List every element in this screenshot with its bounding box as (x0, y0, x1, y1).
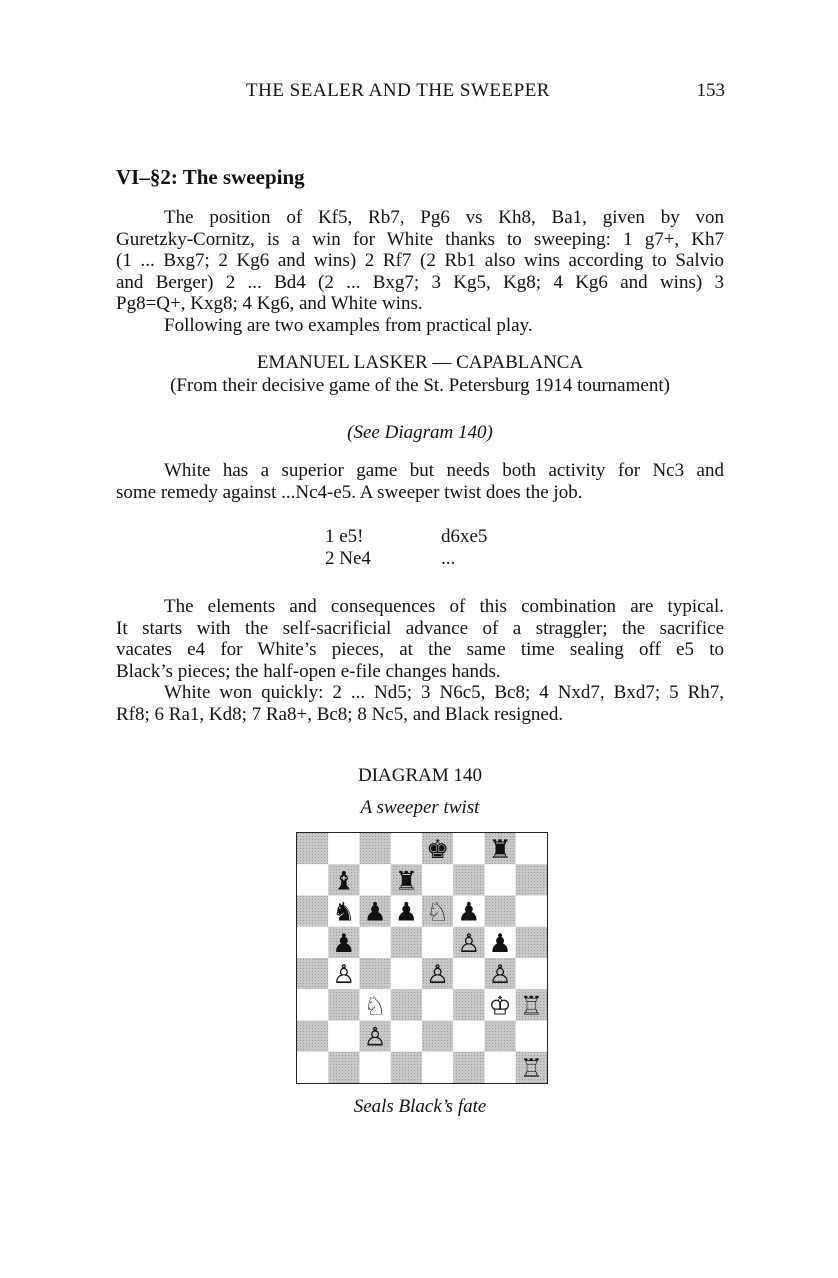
board-square-d8 (391, 833, 422, 864)
board-square-g6 (485, 896, 516, 927)
board-square-e7 (422, 864, 453, 895)
board-square-a8 (297, 833, 328, 864)
board-square-a7 (297, 864, 328, 895)
black-rook-icon: ♜ (394, 866, 418, 897)
board-square-e2 (422, 1021, 453, 1052)
board-square-a1 (297, 1052, 328, 1083)
board-square-h2 (516, 1021, 547, 1052)
board-square-h8 (516, 833, 547, 864)
white-move: 1 e5! (325, 526, 364, 547)
diagram-caption: Seals Black’s fate (353, 1096, 487, 1117)
board-square-d1 (391, 1052, 422, 1083)
paragraph-line: The elements and consequences of this combination are typical. (164, 596, 724, 617)
board-square-e3 (422, 989, 453, 1020)
white-pawn-icon: ♙ (332, 960, 356, 990)
paragraph-line: Rf8; 6 Ra1, Kd8; 7 Ra8+, Bc8; 8 Nc5, and Black resigned. (116, 703, 564, 725)
paragraph-line: Following are two examples from practical play. (164, 314, 533, 336)
paragraph-line: White won quickly: 2 ... Nd5; 3 N6c5, Bc8; 4 Nxd7, Bxd7; 5 Rh7, (164, 682, 724, 703)
game-event: (From their decisive game of the St. Petersburg 1914 tournament) (170, 375, 670, 396)
chess-board-svg (297, 833, 547, 1083)
board-square-h4 (516, 958, 547, 989)
board-square-f7 (453, 864, 484, 895)
board-square-g1 (485, 1052, 516, 1083)
board-square-b2 (328, 1021, 359, 1052)
running-title: THE SEALER AND THE SWEEPER (246, 80, 550, 101)
paragraph-line: Black’s pieces; the half-open e-file changes hands. (116, 660, 501, 682)
paragraph-line: (1 ... Bxg7; 2 Kg6 and wins) 2 Rf7 (2 Rb1 also wins according to Salvio (116, 250, 724, 271)
black-bishop-icon: ♝ (332, 866, 356, 897)
black-pawn-icon: ♟ (332, 928, 356, 959)
board-square-a3 (297, 989, 328, 1020)
black-king-icon: ♚ (426, 835, 450, 865)
board-square-h5 (516, 927, 547, 958)
board-square-c7 (360, 864, 391, 895)
board-square-g7 (485, 864, 516, 895)
board-square-d3 (391, 989, 422, 1020)
board-square-b8 (328, 833, 359, 864)
board-square-b1 (328, 1052, 359, 1083)
board-square-h6 (516, 896, 547, 927)
board-square-b3 (328, 989, 359, 1020)
board-square-d5 (391, 927, 422, 958)
see-diagram-reference: (See Diagram 140) (347, 422, 493, 443)
move-list (325, 526, 557, 570)
board-square-e5 (422, 927, 453, 958)
white-pawn-icon: ♙ (457, 928, 481, 959)
board-square-c8 (360, 833, 391, 864)
board-square-h7 (516, 864, 547, 895)
board-square-f1 (453, 1052, 484, 1083)
black-pawn-icon: ♟ (363, 897, 387, 928)
board-square-a6 (297, 896, 328, 927)
board-square-a4 (297, 958, 328, 989)
black-move: d6xe5 (441, 526, 488, 547)
white-pawn-icon: ♙ (363, 1022, 387, 1053)
black-pawn-icon: ♟ (457, 897, 481, 928)
white-move: 2 Ne4 (325, 548, 371, 569)
board-square-a2 (297, 1021, 328, 1052)
game-players: EMANUEL LASKER — CAPABLANCA (256, 352, 584, 373)
page-number: 153 (696, 80, 725, 101)
paragraph-line: The position of Kf5, Rb7, Pg6 vs Kh8, Ba1, given by von (164, 207, 724, 228)
paragraph-line: It starts with the self-sacrificial advance of a straggler; the sacrifice (116, 617, 724, 639)
board-square-d2 (391, 1021, 422, 1052)
white-rook-icon: ♖ (519, 991, 543, 1022)
move-row (325, 548, 557, 570)
paragraph-line: Pg8=Q+, Kxg8; 4 Kg6, and White wins. (116, 293, 423, 314)
board-square-g2 (485, 1021, 516, 1052)
board-square-f8 (453, 833, 484, 864)
paragraph-line: White has a superior game but needs both activity for Nc3 and (164, 460, 724, 481)
chess-board (296, 832, 548, 1084)
board-square-e1 (422, 1052, 453, 1083)
paragraph-line: vacates e4 for White’s pieces, at the same time sealing off e5 to (116, 639, 724, 660)
board-square-f2 (453, 1021, 484, 1052)
white-knight-icon: ♘ (363, 991, 387, 1022)
diagram-subtitle: A sweeper twist (360, 797, 480, 818)
paragraph-line: some remedy against ...Nc4-e5. A sweeper twist does the job. (116, 481, 583, 503)
white-knight-icon: ♘ (426, 897, 450, 928)
board-square-c5 (360, 927, 391, 958)
board-square-a5 (297, 927, 328, 958)
black-pawn-icon: ♟ (394, 897, 418, 928)
diagram-title: DIAGRAM 140 (357, 765, 483, 786)
black-move: ... (441, 548, 456, 569)
move-row (325, 526, 557, 548)
paragraph-combination-analysis (116, 596, 724, 725)
board-square-c4 (360, 958, 391, 989)
section-heading: VI–§2: The sweeping (116, 165, 305, 189)
board-square-f3 (453, 989, 484, 1020)
paragraph-sweeping-intro (116, 207, 724, 336)
white-king-icon: ♔ (488, 991, 512, 1022)
paragraph-line: Guretzky-Cornitz, is a win for White thanks to sweeping: 1 g7+, Kh7 (116, 228, 724, 250)
running-head (120, 80, 725, 110)
white-rook-icon: ♖ (519, 1053, 543, 1083)
paragraph-line: and Berger) 2 ... Bd4 (2 ... Bxg7; 3 Kg5, Kg8; 4 Kg6 and wins) 3 (116, 271, 724, 293)
board-square-f4 (453, 958, 484, 989)
white-pawn-icon: ♙ (488, 960, 512, 990)
black-pawn-icon: ♟ (488, 928, 512, 959)
black-knight-icon: ♞ (332, 897, 356, 928)
board-square-c1 (360, 1052, 391, 1083)
white-pawn-icon: ♙ (426, 960, 450, 990)
board-square-d4 (391, 958, 422, 989)
paragraph-position-assessment (116, 460, 724, 503)
black-rook-icon: ♜ (488, 835, 512, 865)
